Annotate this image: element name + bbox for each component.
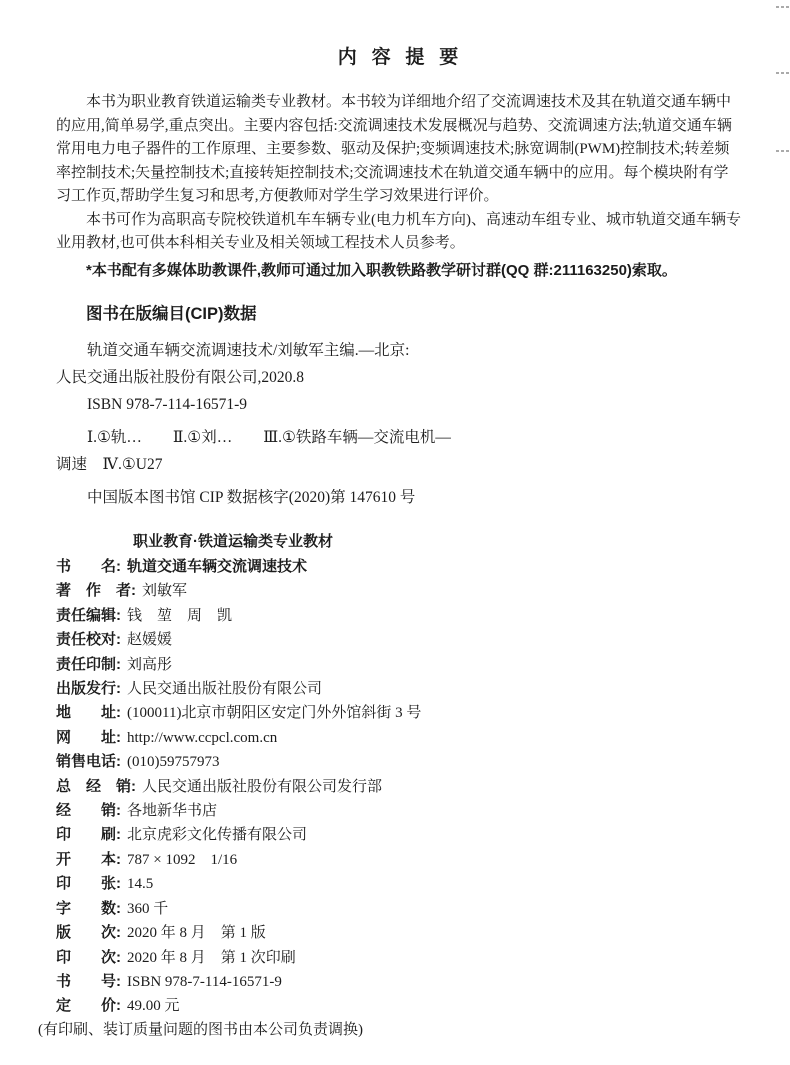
row-label: 销售电话: <box>56 753 121 771</box>
row-value: (100011)北京市朝阳区安定门外外馆斜街 3 号 <box>127 705 422 722</box>
paragraph-line: 习工作页,帮助学生复习和思考,方便教师对学生学习效果进行评价。 <box>56 188 499 204</box>
row-value: 2020 年 8 月 第 1 版 <box>127 925 266 942</box>
summary-section <box>56 91 740 282</box>
row-edition <box>56 921 740 945</box>
row-label: 开 本: <box>56 850 121 868</box>
row-label: 责任编辑: <box>56 606 121 624</box>
exchange-note: (有印刷、装订质量问题的图书由本公司负责调换) <box>38 1021 363 1038</box>
row-address <box>56 701 740 725</box>
row-value: 刘高彤 <box>127 656 173 673</box>
cip-line: ISBN 978-7-114-16571-9 <box>87 396 248 413</box>
row-word-count <box>56 897 740 921</box>
row-value: 49.00 元 <box>127 998 180 1015</box>
row-label: 网 址: <box>56 728 121 746</box>
row-label: 版 次: <box>56 924 121 942</box>
cip-line: 中国版本图书馆 CIP 数据核字(2020)第 147610 号 <box>87 489 416 506</box>
row-value: ISBN 978-7-114-16571-9 <box>127 973 282 990</box>
row-label: 字 数: <box>56 899 121 917</box>
paragraph-line: 率控制技术;矢量控制技术;直接转矩控制技术;交流调速技术在轨道交通车辆中的应用。每个模块附有学 <box>56 164 729 181</box>
row-print-supervisor <box>56 653 740 677</box>
row-label: 书 号: <box>56 972 121 990</box>
cip-line: Ⅰ.①轨… Ⅱ.①刘… Ⅲ.①铁路车辆—交流电机— <box>87 429 451 446</box>
summary-paragraph-2 <box>56 209 740 256</box>
row-label: 定 价: <box>56 997 121 1015</box>
row-value: 360 千 <box>127 900 169 917</box>
cip-line: 调速 Ⅳ.①U27 <box>56 456 163 473</box>
paragraph-line: 常用电力电子器件的工作原理、主要参数、驱动及保护;变频调速技术;脉宽调制(PWM)控制技术;转差频 <box>56 141 730 157</box>
row-label: 著 作 者: <box>56 582 136 600</box>
summary-paragraph-1 <box>56 91 740 209</box>
row-sales-phone <box>56 750 740 774</box>
row-label: 经 销: <box>56 802 121 820</box>
row-value: 赵媛媛 <box>127 632 173 649</box>
row-label: 印 刷: <box>56 826 121 844</box>
scan-artifact-mark <box>776 72 789 74</box>
row-label: 出版发行: <box>56 680 121 698</box>
cip-line: 人民交通出版社股份有限公司,2020.8 <box>56 369 305 386</box>
row-label: 责任印制: <box>56 655 121 673</box>
row-editor <box>56 604 740 628</box>
row-printed-sheets <box>56 872 740 896</box>
row-price <box>56 994 740 1018</box>
paragraph-line: 本书为职业教育铁道运输类专业教材。本书较为详细地介绍了交流调速技术及其在轨道交通车辆中 <box>86 94 732 110</box>
row-printer <box>56 823 740 847</box>
paragraph-line: 业用教材,也可供本科相关专业及相关领域工程技术人员参考。 <box>56 235 465 251</box>
row-distributor <box>56 799 740 823</box>
row-format <box>56 848 740 872</box>
row-label: 地 址: <box>56 704 121 722</box>
row-value: 钱 堃 周 凯 <box>127 607 233 624</box>
row-value: 轨道交通车辆交流调速技术 <box>127 558 308 575</box>
row-value: 人民交通出版社股份有限公司 <box>127 681 323 698</box>
scan-artifact-mark <box>776 6 789 8</box>
row-value: 刘敏军 <box>142 583 188 600</box>
row-label: 印 张: <box>56 875 121 893</box>
row-label: 责任校对: <box>56 631 121 649</box>
paragraph-line: 本书可作为高职高专院校铁道机车车辆专业(电力机车方向)、高速动车组专业、城市轨道交通车辆专 <box>86 211 741 228</box>
cip-record <box>56 337 740 511</box>
row-website <box>56 726 740 750</box>
cip-heading: 图书在版编目(CIP)数据 <box>86 305 257 323</box>
row-value: 北京虎彩文化传播有限公司 <box>127 827 308 844</box>
row-value: 787 × 1092 1/16 <box>127 851 238 868</box>
row-label: 印 次: <box>56 948 121 966</box>
row-value: http://www.ccpcl.com.cn <box>127 729 278 746</box>
row-publisher <box>56 677 740 701</box>
series-title: 职业教育·铁道运输类专业教材 <box>133 533 333 550</box>
row-label: 总 经 销: <box>56 777 136 795</box>
row-label: 书 名: <box>56 558 121 575</box>
row-book-title <box>56 555 740 579</box>
row-isbn <box>56 970 740 994</box>
scan-artifact-mark <box>776 150 789 152</box>
row-impression <box>56 946 740 970</box>
row-value: 各地新华书店 <box>127 803 218 820</box>
courseware-note: *本书配有多媒体助教课件,教师可通过加入职教铁路教学研讨群(QQ 群:211163250)索取。 <box>86 261 677 279</box>
row-proofreader <box>56 628 740 652</box>
row-value: 14.5 <box>127 876 154 893</box>
cip-line: 轨道交通车辆交流调速技术/刘敏军主编.—北京: <box>87 342 410 359</box>
row-value: 2020 年 8 月 第 1 次印刷 <box>127 949 296 966</box>
row-general-distributor <box>56 775 740 799</box>
colophon-list <box>56 555 740 1019</box>
row-value: (010)59757973 <box>127 754 220 771</box>
row-value: 人民交通出版社股份有限公司发行部 <box>142 778 383 795</box>
row-author <box>56 579 740 603</box>
paragraph-line: 的应用,简单易学,重点突出。主要内容包括:交流调速技术发展概况与趋势、交流调速方法;轨道交通车辆 <box>56 117 732 134</box>
page-title: 内容提要 <box>337 47 474 68</box>
